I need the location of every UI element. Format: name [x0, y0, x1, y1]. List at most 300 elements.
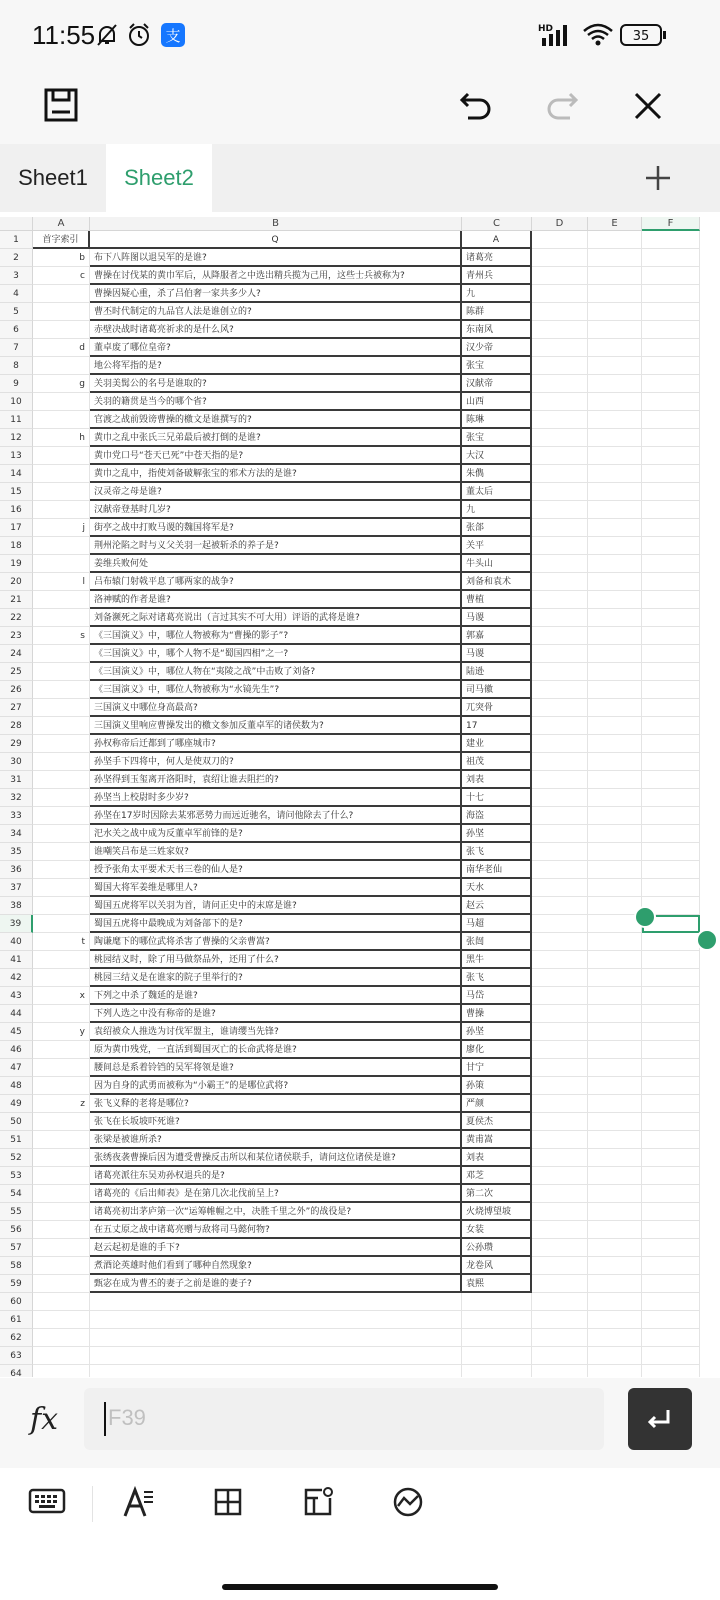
empty-cell[interactable]: [532, 519, 588, 537]
empty-cell[interactable]: [588, 1113, 642, 1131]
cell-format-button[interactable]: [210, 1484, 246, 1524]
cell-question[interactable]: 张飞在长坂坡吓死谁?: [90, 1113, 462, 1131]
empty-cell[interactable]: [588, 537, 642, 555]
column-header-d[interactable]: D: [532, 217, 588, 231]
cell-index[interactable]: [33, 483, 90, 501]
cell-answer[interactable]: 天水: [462, 879, 532, 897]
row-header[interactable]: 26: [0, 681, 33, 699]
empty-cell[interactable]: [642, 1005, 700, 1023]
empty-cell[interactable]: [642, 969, 700, 987]
empty-cell[interactable]: [642, 1365, 700, 1377]
cell-answer[interactable]: 女装: [462, 1221, 532, 1239]
row-header[interactable]: 13: [0, 447, 33, 465]
empty-cell[interactable]: [532, 717, 588, 735]
row-header[interactable]: 37: [0, 879, 33, 897]
cell-question[interactable]: 黄巾之乱中张氏三兄弟最后被打倒的是谁?: [90, 429, 462, 447]
empty-cell[interactable]: [642, 663, 700, 681]
row-header[interactable]: 48: [0, 1077, 33, 1095]
cell-index[interactable]: [33, 357, 90, 375]
empty-cell[interactable]: [642, 1023, 700, 1041]
row-header[interactable]: 23: [0, 627, 33, 645]
empty-cell[interactable]: [588, 645, 642, 663]
cell-question[interactable]: 孙坚当上校尉时多少岁?: [90, 789, 462, 807]
empty-cell[interactable]: [642, 681, 700, 699]
cell-question[interactable]: 三国演义中哪位身高最高?: [90, 699, 462, 717]
empty-cell[interactable]: [642, 627, 700, 645]
text-format-button[interactable]: [120, 1484, 156, 1524]
cell-index[interactable]: [33, 321, 90, 339]
empty-cell[interactable]: [642, 699, 700, 717]
row-header[interactable]: 52: [0, 1149, 33, 1167]
row-header[interactable]: 14: [0, 465, 33, 483]
empty-cell[interactable]: [588, 267, 642, 285]
empty-cell[interactable]: [90, 1329, 462, 1347]
empty-cell[interactable]: [532, 411, 588, 429]
cell-question[interactable]: 《三国演义》中，哪位人物被称为“曹操的影子”?: [90, 627, 462, 645]
cell-answer[interactable]: 十七: [462, 789, 532, 807]
row-header[interactable]: 40: [0, 933, 33, 951]
empty-cell[interactable]: [532, 1167, 588, 1185]
empty-cell[interactable]: [642, 879, 700, 897]
empty-cell[interactable]: [532, 771, 588, 789]
empty-cell[interactable]: [642, 1059, 700, 1077]
row-header[interactable]: 41: [0, 951, 33, 969]
empty-cell[interactable]: [33, 1329, 90, 1347]
empty-cell[interactable]: [642, 951, 700, 969]
cell-answer[interactable]: 甘宁: [462, 1059, 532, 1077]
empty-cell[interactable]: [642, 321, 700, 339]
empty-cell[interactable]: [588, 663, 642, 681]
empty-cell[interactable]: [588, 519, 642, 537]
empty-cell[interactable]: [588, 969, 642, 987]
empty-cell[interactable]: [90, 1365, 462, 1377]
cell-question[interactable]: 曹操因疑心重，杀了吕伯奢一家共多少人?: [90, 285, 462, 303]
row-header[interactable]: 20: [0, 573, 33, 591]
cell-index[interactable]: [33, 807, 90, 825]
empty-cell[interactable]: [532, 285, 588, 303]
empty-cell[interactable]: [532, 1113, 588, 1131]
cell-question[interactable]: 孙权称帝后迁都到了哪座城市?: [90, 735, 462, 753]
cell-answer[interactable]: 汉献帝: [462, 375, 532, 393]
cell-index[interactable]: [33, 1239, 90, 1257]
empty-cell[interactable]: [532, 483, 588, 501]
empty-cell[interactable]: [642, 771, 700, 789]
empty-cell[interactable]: [588, 933, 642, 951]
row-header[interactable]: 9: [0, 375, 33, 393]
empty-cell[interactable]: [642, 519, 700, 537]
cell-index[interactable]: [33, 1275, 90, 1293]
cell-index[interactable]: j: [33, 519, 90, 537]
empty-cell[interactable]: [532, 393, 588, 411]
cell-question[interactable]: 《三国演义》中，哪个人物不是“蜀国四相”之一?: [90, 645, 462, 663]
empty-cell[interactable]: [588, 699, 642, 717]
empty-cell[interactable]: [33, 1293, 90, 1311]
empty-cell[interactable]: [588, 231, 642, 249]
empty-cell[interactable]: [532, 249, 588, 267]
empty-cell[interactable]: [588, 1221, 642, 1239]
empty-cell[interactable]: [33, 1347, 90, 1365]
cell-index[interactable]: [33, 1005, 90, 1023]
empty-cell[interactable]: [642, 1149, 700, 1167]
cell-question[interactable]: 《三国演义》中，哪位人物在“夷陵之战”中击败了刘备?: [90, 663, 462, 681]
cell-answer[interactable]: 郭嘉: [462, 627, 532, 645]
empty-cell[interactable]: [532, 375, 588, 393]
empty-cell[interactable]: [642, 1203, 700, 1221]
empty-cell[interactable]: [642, 609, 700, 627]
empty-cell[interactable]: [532, 1149, 588, 1167]
cell-index[interactable]: x: [33, 987, 90, 1005]
cell-question[interactable]: 陶谦麾下的哪位武将杀害了曹操的父亲曹嵩?: [90, 933, 462, 951]
cell-question[interactable]: 诸葛亮的《后出师表》是在第几次北伐前呈上?: [90, 1185, 462, 1203]
cell-answer[interactable]: 第二次: [462, 1185, 532, 1203]
cell-answer[interactable]: 张宝: [462, 357, 532, 375]
cell-answer[interactable]: 张飞: [462, 969, 532, 987]
cell-answer[interactable]: 马谡: [462, 645, 532, 663]
row-header[interactable]: 43: [0, 987, 33, 1005]
empty-cell[interactable]: [642, 339, 700, 357]
empty-cell[interactable]: [532, 969, 588, 987]
empty-cell[interactable]: [642, 411, 700, 429]
empty-cell[interactable]: [588, 1203, 642, 1221]
cell-answer[interactable]: 廖化: [462, 1041, 532, 1059]
empty-cell[interactable]: [642, 591, 700, 609]
empty-cell[interactable]: [588, 1293, 642, 1311]
empty-cell[interactable]: [588, 681, 642, 699]
cell-question[interactable]: 曹操在讨伐某的黄巾军后，从降服者之中选出精兵揽为己用，这些士兵被称为?: [90, 267, 462, 285]
cell-answer[interactable]: 孙坚: [462, 825, 532, 843]
cell-question[interactable]: 吕布辕门射戟平息了哪两家的战争?: [90, 573, 462, 591]
empty-cell[interactable]: [532, 591, 588, 609]
row-header[interactable]: 3: [0, 267, 33, 285]
empty-cell[interactable]: [532, 753, 588, 771]
empty-cell[interactable]: [642, 303, 700, 321]
empty-cell[interactable]: [588, 771, 642, 789]
empty-cell[interactable]: [642, 825, 700, 843]
row-header[interactable]: 59: [0, 1275, 33, 1293]
cell-answer[interactable]: 黑牛: [462, 951, 532, 969]
empty-cell[interactable]: [642, 1131, 700, 1149]
empty-cell[interactable]: [642, 483, 700, 501]
empty-cell[interactable]: [642, 1239, 700, 1257]
empty-cell[interactable]: [588, 879, 642, 897]
row-header[interactable]: 16: [0, 501, 33, 519]
empty-cell[interactable]: [532, 1077, 588, 1095]
column-header-c[interactable]: C: [462, 217, 532, 231]
empty-cell[interactable]: [642, 285, 700, 303]
empty-cell[interactable]: [90, 1311, 462, 1329]
empty-cell[interactable]: [588, 1131, 642, 1149]
empty-cell[interactable]: [642, 501, 700, 519]
tab-sheet1[interactable]: [0, 144, 106, 212]
cell-answer[interactable]: 董太后: [462, 483, 532, 501]
cell-question[interactable]: 孙坚手下四将中，何人是使双刀的?: [90, 753, 462, 771]
cell-index[interactable]: [33, 537, 90, 555]
empty-cell[interactable]: [532, 861, 588, 879]
cell-question[interactable]: 授予张角太平要术天书三卷的仙人是?: [90, 861, 462, 879]
empty-cell[interactable]: [532, 825, 588, 843]
cell-answer[interactable]: 马谡: [462, 609, 532, 627]
cell-question[interactable]: 袁绍被众人推选为讨伐军盟主，谁请缨当先锋?: [90, 1023, 462, 1041]
empty-cell[interactable]: [532, 447, 588, 465]
cell-index[interactable]: [33, 915, 90, 933]
row-header[interactable]: 47: [0, 1059, 33, 1077]
cell-question[interactable]: 汜水关之战中成为反董卓军前锋的是?: [90, 825, 462, 843]
empty-cell[interactable]: [588, 609, 642, 627]
cell-question[interactable]: 诸葛亮初出茅庐第一次“运筹帷幄之中，决胜千里之外”的战役是?: [90, 1203, 462, 1221]
empty-cell[interactable]: [588, 789, 642, 807]
empty-cell[interactable]: [588, 1077, 642, 1095]
row-header[interactable]: 11: [0, 411, 33, 429]
cell-index[interactable]: y: [33, 1023, 90, 1041]
cell-question[interactable]: 甄宓在成为曹丕的妻子之前是谁的妻子?: [90, 1275, 462, 1293]
chart-button[interactable]: [390, 1484, 426, 1524]
cell-question[interactable]: 黄巾之乱中，指使刘备破解张宝的邪术方法的是谁?: [90, 465, 462, 483]
empty-cell[interactable]: [642, 1221, 700, 1239]
empty-cell[interactable]: [532, 357, 588, 375]
cell-index[interactable]: z: [33, 1095, 90, 1113]
empty-cell[interactable]: [588, 339, 642, 357]
empty-cell[interactable]: [532, 1131, 588, 1149]
empty-cell[interactable]: [532, 843, 588, 861]
empty-cell[interactable]: [588, 861, 642, 879]
row-header[interactable]: 50: [0, 1113, 33, 1131]
empty-cell[interactable]: [532, 1005, 588, 1023]
grid-corner[interactable]: [0, 217, 33, 231]
row-header[interactable]: 12: [0, 429, 33, 447]
empty-cell[interactable]: [642, 753, 700, 771]
empty-cell[interactable]: [90, 1293, 462, 1311]
row-header[interactable]: 6: [0, 321, 33, 339]
empty-cell[interactable]: [588, 1275, 642, 1293]
empty-cell[interactable]: [642, 789, 700, 807]
cell-a-header[interactable]: 首字索引: [33, 231, 90, 249]
empty-cell[interactable]: [642, 1275, 700, 1293]
empty-cell[interactable]: [588, 573, 642, 591]
cell-index[interactable]: [33, 1131, 90, 1149]
undo-button[interactable]: [454, 84, 498, 128]
empty-cell[interactable]: [588, 1347, 642, 1365]
cell-question[interactable]: 荆州沦陷之时与义父关羽一起被斩杀的养子是?: [90, 537, 462, 555]
row-header[interactable]: 10: [0, 393, 33, 411]
empty-cell[interactable]: [588, 501, 642, 519]
empty-cell[interactable]: [588, 627, 642, 645]
add-sheet-button[interactable]: [636, 156, 680, 200]
cell-index[interactable]: [33, 1257, 90, 1275]
cell-answer[interactable]: 刘表: [462, 1149, 532, 1167]
row-header[interactable]: 49: [0, 1095, 33, 1113]
cell-question[interactable]: 腰间总是系着铃铛的吴军将领是谁?: [90, 1059, 462, 1077]
row-header[interactable]: 46: [0, 1041, 33, 1059]
cell-index[interactable]: [33, 465, 90, 483]
row-header[interactable]: 31: [0, 771, 33, 789]
cell-question[interactable]: 街亭之战中打败马谡的魏国将军是?: [90, 519, 462, 537]
row-header[interactable]: 8: [0, 357, 33, 375]
empty-cell[interactable]: [532, 1023, 588, 1041]
formula-input[interactable]: [84, 1388, 604, 1450]
empty-cell[interactable]: [532, 537, 588, 555]
row-header[interactable]: 64: [0, 1365, 33, 1377]
cell-question[interactable]: 蜀国五虎将中最晚成为刘备部下的是?: [90, 915, 462, 933]
cell-answer[interactable]: 袁熙: [462, 1275, 532, 1293]
empty-cell[interactable]: [642, 249, 700, 267]
empty-cell[interactable]: [642, 807, 700, 825]
cell-question[interactable]: 桃园三结义是在谁家的院子里举行的?: [90, 969, 462, 987]
empty-cell[interactable]: [532, 321, 588, 339]
row-header[interactable]: 22: [0, 609, 33, 627]
empty-cell[interactable]: [532, 303, 588, 321]
row-header[interactable]: 1: [0, 231, 33, 249]
empty-cell[interactable]: [588, 1365, 642, 1377]
empty-cell[interactable]: [642, 267, 700, 285]
empty-cell[interactable]: [532, 1095, 588, 1113]
empty-cell[interactable]: [588, 357, 642, 375]
empty-cell[interactable]: [642, 1257, 700, 1275]
row-header[interactable]: 39: [0, 915, 33, 933]
empty-cell[interactable]: [588, 1239, 642, 1257]
empty-cell[interactable]: [532, 1293, 588, 1311]
empty-cell[interactable]: [462, 1311, 532, 1329]
row-header[interactable]: 55: [0, 1203, 33, 1221]
empty-cell[interactable]: [642, 861, 700, 879]
cell-answer[interactable]: 曹植: [462, 591, 532, 609]
cell-index[interactable]: [33, 717, 90, 735]
cell-index[interactable]: [33, 1221, 90, 1239]
empty-cell[interactable]: [588, 249, 642, 267]
empty-cell[interactable]: [90, 1347, 462, 1365]
cell-answer[interactable]: 朱儁: [462, 465, 532, 483]
row-header[interactable]: 51: [0, 1131, 33, 1149]
cell-question[interactable]: 黄巾党口号“苍天已死”中苍天指的是?: [90, 447, 462, 465]
cell-index[interactable]: s: [33, 627, 90, 645]
cell-answer[interactable]: 兀突骨: [462, 699, 532, 717]
empty-cell[interactable]: [462, 1365, 532, 1377]
empty-cell[interactable]: [532, 789, 588, 807]
row-header[interactable]: 56: [0, 1221, 33, 1239]
cell-answer[interactable]: 赵云: [462, 897, 532, 915]
cell-answer[interactable]: 青州兵: [462, 267, 532, 285]
cell-index[interactable]: c: [33, 267, 90, 285]
cell-question[interactable]: 诸葛亮派往东吴劝孙权退兵的是?: [90, 1167, 462, 1185]
cell-index[interactable]: [33, 285, 90, 303]
empty-cell[interactable]: [588, 555, 642, 573]
tab-sheet2[interactable]: [106, 144, 212, 212]
cell-index[interactable]: [33, 591, 90, 609]
empty-cell[interactable]: [532, 699, 588, 717]
row-header[interactable]: 5: [0, 303, 33, 321]
empty-cell[interactable]: [532, 987, 588, 1005]
cell-answer[interactable]: 张闿: [462, 933, 532, 951]
row-header[interactable]: 19: [0, 555, 33, 573]
empty-cell[interactable]: [588, 321, 642, 339]
cell-question[interactable]: 张梁是被谁所杀?: [90, 1131, 462, 1149]
empty-cell[interactable]: [588, 483, 642, 501]
empty-cell[interactable]: [588, 285, 642, 303]
empty-cell[interactable]: [532, 1239, 588, 1257]
cell-index[interactable]: [33, 897, 90, 915]
cell-answer[interactable]: 马超: [462, 915, 532, 933]
empty-cell[interactable]: [642, 1293, 700, 1311]
cell-index[interactable]: [33, 555, 90, 573]
empty-cell[interactable]: [588, 375, 642, 393]
empty-cell[interactable]: [532, 555, 588, 573]
empty-cell[interactable]: [532, 897, 588, 915]
cell-index[interactable]: h: [33, 429, 90, 447]
empty-cell[interactable]: [532, 1185, 588, 1203]
empty-cell[interactable]: [588, 1059, 642, 1077]
cell-index[interactable]: [33, 789, 90, 807]
empty-cell[interactable]: [588, 465, 642, 483]
empty-cell[interactable]: [532, 231, 588, 249]
empty-cell[interactable]: [642, 1095, 700, 1113]
cell-answer[interactable]: 陆逊: [462, 663, 532, 681]
empty-cell[interactable]: [642, 231, 700, 249]
cell-question[interactable]: 张绣夜袭曹操后因为遭受曹操反击所以和某位诸侯联手，请问这位诸侯是谁?: [90, 1149, 462, 1167]
empty-cell[interactable]: [588, 1005, 642, 1023]
cell-answer[interactable]: 刘表: [462, 771, 532, 789]
empty-cell[interactable]: [588, 1149, 642, 1167]
empty-cell[interactable]: [642, 357, 700, 375]
empty-cell[interactable]: [532, 627, 588, 645]
cell-answer[interactable]: 大汉: [462, 447, 532, 465]
empty-cell[interactable]: [642, 1041, 700, 1059]
empty-cell[interactable]: [532, 1365, 588, 1377]
cell-answer[interactable]: 夏侯杰: [462, 1113, 532, 1131]
row-header[interactable]: 61: [0, 1311, 33, 1329]
cell-c-header[interactable]: A: [462, 231, 532, 249]
cell-answer[interactable]: 刘备和袁术: [462, 573, 532, 591]
empty-cell[interactable]: [642, 537, 700, 555]
insert-button[interactable]: [300, 1484, 336, 1524]
cell-question[interactable]: 曹丕时代制定的九品官人法是谁创立的?: [90, 303, 462, 321]
row-header[interactable]: 45: [0, 1023, 33, 1041]
cell-index[interactable]: [33, 1041, 90, 1059]
cell-index[interactable]: [33, 1077, 90, 1095]
empty-cell[interactable]: [588, 393, 642, 411]
empty-cell[interactable]: [642, 429, 700, 447]
cell-answer[interactable]: 东南风: [462, 321, 532, 339]
column-header-f[interactable]: F: [642, 217, 700, 231]
cell-index[interactable]: [33, 951, 90, 969]
row-header[interactable]: 4: [0, 285, 33, 303]
empty-cell[interactable]: [532, 465, 588, 483]
cell-answer[interactable]: 祖茂: [462, 753, 532, 771]
cell-index[interactable]: [33, 1059, 90, 1077]
selection-end-handle[interactable]: [696, 929, 718, 951]
empty-cell[interactable]: [532, 933, 588, 951]
empty-cell[interactable]: [588, 987, 642, 1005]
empty-cell[interactable]: [588, 825, 642, 843]
empty-cell[interactable]: [588, 1095, 642, 1113]
cell-index[interactable]: [33, 771, 90, 789]
cell-index[interactable]: [33, 645, 90, 663]
cell-answer[interactable]: 九: [462, 501, 532, 519]
empty-cell[interactable]: [33, 1311, 90, 1329]
row-header[interactable]: 58: [0, 1257, 33, 1275]
row-header[interactable]: 18: [0, 537, 33, 555]
cell-question[interactable]: 《三国演义》中，哪位人物被称为“水镜先生”?: [90, 681, 462, 699]
empty-cell[interactable]: [532, 735, 588, 753]
empty-cell[interactable]: [462, 1347, 532, 1365]
empty-cell[interactable]: [532, 1257, 588, 1275]
cell-question[interactable]: 地公将军指的是?: [90, 357, 462, 375]
cell-index[interactable]: [33, 735, 90, 753]
empty-cell[interactable]: [588, 1023, 642, 1041]
empty-cell[interactable]: [532, 1041, 588, 1059]
row-header[interactable]: 53: [0, 1167, 33, 1185]
row-header[interactable]: 57: [0, 1239, 33, 1257]
empty-cell[interactable]: [642, 843, 700, 861]
empty-cell[interactable]: [642, 447, 700, 465]
